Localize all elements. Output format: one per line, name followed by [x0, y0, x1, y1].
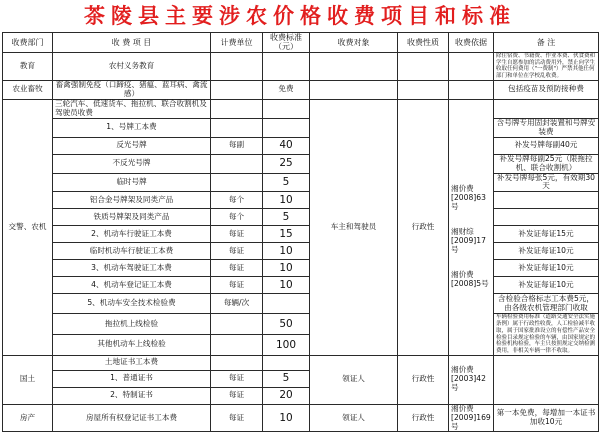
standard-cell: [263, 355, 310, 370]
standard-cell: 100: [263, 335, 310, 356]
unit-cell: 每证: [211, 370, 263, 387]
item-cell: 3、机动车驾驶证工本费: [53, 260, 211, 277]
item-cell: 5、机动车安全技术检验费: [53, 294, 211, 314]
basis-cell: 湘价费[2009]169号: [449, 404, 494, 432]
nature-cell: 行政性: [398, 404, 449, 432]
standard-cell: 10: [263, 243, 310, 260]
table-row: [3, 314, 599, 335]
dept-cell: 房产: [3, 404, 53, 432]
target-cell: [310, 80, 398, 99]
basis-cell: [449, 80, 494, 99]
table-row: [3, 277, 599, 294]
standard-cell: 免费: [263, 80, 310, 99]
fee-standards-table: [2, 32, 599, 432]
basis-text-2: 湘财综[2009]17号: [451, 226, 486, 254]
unit-cell: [211, 314, 263, 335]
note-cell: 补发号牌每副25元（限拖拉机、联合收割机）: [494, 154, 599, 173]
standard-cell: 5: [263, 370, 310, 387]
note-cell: 车辆检验费用标准（道路交通安全法实施条例）属于行政性收费，人工检验减半收取，属于国家批准设立的有偿性产品安全检验目录规定检验的车辆，由国家规定的检验机构检验，车主只按照规定交纳检测费用，非相关车辆一律不收取。: [494, 314, 599, 355]
target-cell: 领证人: [310, 355, 398, 404]
basis-text-3: 湘价费[2008]5号: [451, 269, 489, 288]
standard-cell: [263, 52, 310, 80]
item-cell: 4、机动车登记证工本费: [53, 277, 211, 294]
item-cell: 临时号牌: [53, 173, 211, 192]
standard-cell: 25: [263, 154, 310, 173]
table-header-row: [3, 33, 599, 53]
standard-cell: [263, 118, 310, 137]
note-cell: [494, 99, 599, 118]
note-cell: [494, 192, 599, 209]
unit-cell: 每副: [211, 137, 263, 154]
header-item: 收 费 项 目: [53, 33, 211, 53]
item-cell: 2、特制证书: [53, 387, 211, 404]
standard-cell: 5: [263, 209, 310, 226]
target-cell: 车主和驾驶员: [310, 99, 398, 355]
standard-cell: 50: [263, 314, 310, 335]
note-cell: 补发号牌每张5元，有效期30天: [494, 173, 599, 192]
item-cell: 1、号牌工本费: [53, 118, 211, 137]
header-dept: 收费部门: [3, 33, 53, 53]
table-row: [3, 243, 599, 260]
standard-cell: 10: [263, 277, 310, 294]
dept-cell: 教育: [3, 52, 53, 80]
table-row: [3, 154, 599, 173]
note-cell: [494, 209, 599, 226]
item-cell: 2、机动车行驶证工本费: [53, 226, 211, 243]
nature-cell: [398, 80, 449, 99]
table-row: [3, 80, 599, 99]
nature-cell: 行政性: [398, 355, 449, 404]
table-row: [3, 404, 599, 432]
note-cell: 补发证每证15元: [494, 226, 599, 243]
unit-cell: [211, 118, 263, 137]
note-cell: 含号牌专用固封装置和号牌安装费: [494, 118, 599, 137]
unit-cell: [211, 355, 263, 370]
item-cell: 不反光号牌: [53, 154, 211, 173]
unit-cell: 每证: [211, 243, 263, 260]
standard-cell: 40: [263, 137, 310, 154]
unit-cell: [211, 99, 263, 118]
header-target: 收费对象: [310, 33, 398, 53]
table-row: [3, 99, 599, 118]
item-cell: 畜禽强制免疫（口蹄疫、猪瘟、蓝耳病、禽流感）: [53, 80, 211, 99]
note-cell: [494, 355, 599, 404]
item-cell: 铁质号牌架及同类产品: [53, 209, 211, 226]
unit-cell: 每个: [211, 209, 263, 226]
item-cell: 铝合金号牌架及同类产品: [53, 192, 211, 209]
item-cell: 三轮汽车、低速货车、拖拉机、联合收割机及驾驶员收费: [53, 99, 211, 118]
header-note: 备 注: [494, 33, 599, 53]
standard-cell: 15: [263, 226, 310, 243]
standard-cell: 5: [263, 173, 310, 192]
item-cell: 临时机动车行驶证工本费: [53, 243, 211, 260]
item-cell: 1、普通证书: [53, 370, 211, 387]
target-cell: [310, 52, 398, 80]
dept-cell: 国土: [3, 355, 53, 404]
note-cell: 除住宿费、书籍费、作业本费、伙食费和学生自愿参加的活动费用外，禁止向学生收取任何费用（"一费制"）严禁其他任何部门和单位在学校乱收费。: [494, 52, 599, 80]
item-cell: 农村义务教育: [53, 52, 211, 80]
standard-cell: 10: [263, 192, 310, 209]
unit-cell: [211, 52, 263, 80]
basis-cell: [449, 183, 494, 355]
standard-cell: [263, 99, 310, 118]
header-unit: 计费单位: [211, 33, 263, 53]
standard-cell: [263, 294, 310, 314]
table-row: [3, 294, 599, 314]
unit-cell: 每证: [211, 404, 263, 432]
note-cell: 含检验合格标志工本费5元，由各级农机管理部门收取: [494, 294, 599, 314]
dept-cell: 交警、农机: [3, 99, 53, 355]
unit-cell: 每证: [211, 387, 263, 404]
header-nature: 收费性质: [398, 33, 449, 53]
item-cell: 其他机动车上线检验: [53, 335, 211, 356]
unit-cell: [211, 154, 263, 173]
note-cell: 补发号牌每副40元: [494, 137, 599, 154]
note-cell: 补发证每证10元: [494, 260, 599, 277]
item-cell: 土地证书工本费: [53, 355, 211, 370]
note-cell: 补发证每证10元: [494, 243, 599, 260]
unit-cell: 每证: [211, 260, 263, 277]
unit-cell: 每证: [211, 277, 263, 294]
unit-cell: 每辆/次: [211, 294, 263, 314]
item-cell: 房屋所有权登记证书工本费: [53, 404, 211, 432]
note-cell: 第一本免费，每增加一本证书加收10元: [494, 404, 599, 432]
table-row: [3, 260, 599, 277]
header-basis: 收费依据: [449, 33, 494, 53]
basis-text-1: 湘价费[2008]63号: [451, 183, 486, 211]
unit-cell: [211, 80, 263, 99]
basis-cell: 湘价费[2003]42号: [449, 355, 494, 404]
nature-cell: 行政性: [398, 99, 449, 355]
unit-cell: [211, 335, 263, 356]
header-standard: 收费标准（元）: [263, 33, 310, 53]
standard-cell: 20: [263, 387, 310, 404]
table-row: [3, 226, 599, 243]
table-row: [3, 355, 599, 370]
note-cell: 包括疫苗及预防接种费: [494, 80, 599, 99]
nature-cell: [398, 52, 449, 80]
item-cell: 拖拉机上线检验: [53, 314, 211, 335]
unit-cell: 每个: [211, 192, 263, 209]
target-cell: 领证人: [310, 404, 398, 432]
page-title: 茶陵县主要涉农价格收费项目和标准: [84, 3, 516, 28]
table-row: [3, 209, 599, 226]
standard-cell: 10: [263, 404, 310, 432]
table-row: [3, 52, 599, 80]
basis-cell: [449, 52, 494, 80]
dept-cell: 农业畜牧: [3, 80, 53, 99]
table-row: [3, 173, 599, 192]
unit-cell: [211, 173, 263, 192]
item-cell: 反光号牌: [53, 137, 211, 154]
standard-cell: 10: [263, 260, 310, 277]
table-row: [3, 137, 599, 154]
table-row: [3, 118, 599, 137]
note-cell: 补发证每证10元: [494, 277, 599, 294]
table-row: [3, 192, 599, 209]
unit-cell: 每证: [211, 226, 263, 243]
